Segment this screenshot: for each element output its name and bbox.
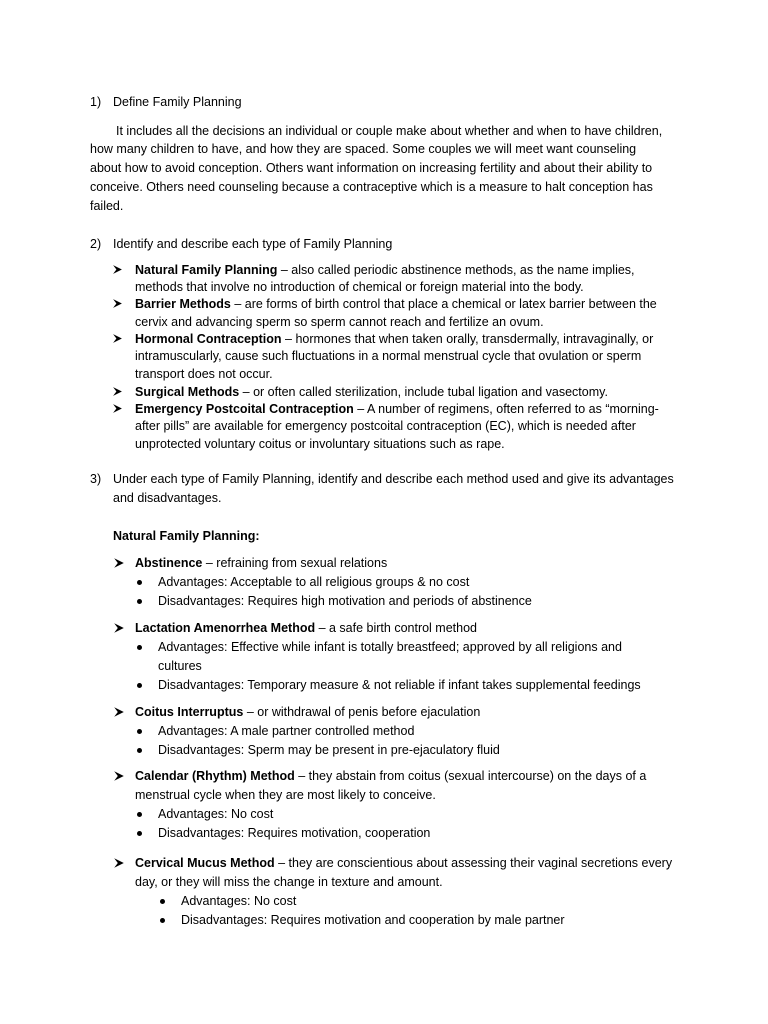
q1-body-line: conceive. Others need counseling because a contraceptive which is a measure to halt conception has	[90, 180, 653, 194]
arrow-bullet-icon	[113, 770, 125, 782]
arrow-bullet-icon	[112, 298, 123, 309]
q1-body-line: how many children to have, and how they are spaced. Some couples we will meet want counseling	[90, 142, 637, 156]
method-term: Abstinence	[135, 556, 203, 570]
bullet-dot-icon	[137, 812, 142, 817]
advantage-text: Advantages: No cost	[181, 894, 297, 908]
q3-number: 3)	[90, 472, 102, 486]
q1-number: 1)	[90, 95, 102, 109]
type-desc-cont: after pills” are available for emergency postcoital contraception (EC), which is needed after	[135, 419, 636, 433]
bullet-dot-icon	[137, 580, 142, 585]
disadvantage-text: Disadvantages: Requires high motivation and periods of abstinence	[158, 594, 532, 608]
arrow-bullet-icon	[112, 333, 123, 344]
q1-body-line: about how to avoid conception. Others want information on increasing fertility and about their ability to	[90, 161, 653, 175]
q2-title: Identify and describe each type of Family Planning	[113, 237, 393, 251]
bullet-dot-icon	[137, 683, 142, 688]
disadvantage-text: Disadvantages: Temporary measure & not reliable if infant takes supplemental feedings	[158, 678, 641, 692]
method-desc-cont: menstrual cycle when they are most likely to conceive.	[135, 788, 436, 802]
type-term: Barrier Methods	[135, 297, 231, 311]
method-item	[135, 706, 480, 719]
disadvantage-text: Disadvantages: Requires motivation, cooperation	[158, 826, 431, 840]
q1-body-line: It includes all the decisions an individual or couple make about whether and when to have children,	[116, 124, 663, 138]
type-item	[135, 333, 653, 346]
arrow-bullet-icon	[113, 622, 125, 634]
type-desc-cont: unprotected voluntary coitus or involuntary situations such as rape.	[135, 437, 505, 451]
type-desc: – hormones that when taken orally, transdermally, intravaginally, or	[281, 332, 654, 346]
arrow-bullet-icon	[113, 857, 125, 869]
advantage-text: Advantages: No cost	[158, 807, 274, 821]
arrow-bullet-icon	[113, 557, 125, 569]
method-item	[135, 857, 672, 870]
bullet-dot-icon	[137, 748, 142, 753]
type-desc: – are forms of birth control that place a chemical or latex barrier between the	[230, 297, 657, 311]
bullet-dot-icon	[137, 645, 142, 650]
advantage-text: Advantages: A male partner controlled method	[158, 724, 415, 738]
type-desc: – A number of regimens, often referred to as “morning-	[353, 402, 659, 416]
bullet-dot-icon	[137, 831, 142, 836]
method-term: Cervical Mucus Method	[135, 856, 275, 870]
arrow-bullet-icon	[112, 264, 123, 275]
method-desc: – refraining from sexual relations	[202, 556, 388, 570]
advantage-text-cont: cultures	[158, 659, 202, 673]
method-term: Coitus Interruptus	[135, 705, 244, 719]
q3-title: Under each type of Family Planning, identify and describe each method used and give its advantages	[113, 472, 674, 486]
type-desc-cont: methods that involve no introduction of chemical or foreign material into the body.	[135, 280, 584, 294]
q3-title: and disadvantages.	[113, 491, 222, 505]
method-item	[135, 770, 646, 783]
method-desc: – they abstain from coitus (sexual intercourse) on the days of a	[294, 769, 647, 783]
type-desc-cont: transport does not occur.	[135, 367, 273, 381]
bullet-dot-icon	[160, 899, 165, 904]
method-desc-cont: day, or they will miss the change in texture and amount.	[135, 875, 443, 889]
type-term: Hormonal Contraception	[135, 332, 282, 346]
disadvantage-text: Disadvantages: Sperm may be present in pre-ejaculatory fluid	[158, 743, 500, 757]
type-term: Surgical Methods	[135, 385, 240, 399]
q1-title: Define Family Planning	[113, 95, 242, 109]
advantage-text: Advantages: Acceptable to all religious groups & no cost	[158, 575, 470, 589]
advantage-text: Advantages: Effective while infant is totally breastfeed; approved by all religions and	[158, 640, 622, 654]
method-item	[135, 557, 387, 570]
method-desc: – or withdrawal of penis before ejaculation	[243, 705, 481, 719]
section-heading: Natural Family Planning:	[113, 529, 260, 543]
q2-number: 2)	[90, 237, 102, 251]
disadvantage-text: Disadvantages: Requires motivation and cooperation by male partner	[181, 913, 565, 927]
type-item	[135, 298, 657, 311]
type-item	[135, 386, 608, 399]
type-desc-cont: intramuscularly, cause such fluctuations in a normal menstrual cycle that ovulation or sperm	[135, 349, 642, 363]
type-desc: – also called periodic abstinence methods, as the name implies,	[277, 263, 635, 277]
q1-body-line: failed.	[90, 199, 124, 213]
bullet-dot-icon	[137, 599, 142, 604]
method-desc: – they are conscientious about assessing their vaginal secretions every	[274, 856, 673, 870]
bullet-dot-icon	[137, 729, 142, 734]
type-item	[135, 403, 659, 416]
method-desc: – a safe birth control method	[315, 621, 478, 635]
type-term: Emergency Postcoital Contraception	[135, 402, 354, 416]
method-item	[135, 622, 477, 635]
type-item	[135, 264, 635, 277]
arrow-bullet-icon	[112, 386, 123, 397]
arrow-bullet-icon	[113, 706, 125, 718]
method-term: Lactation Amenorrhea Method	[135, 621, 316, 635]
type-desc-cont: cervix and advancing sperm so sperm cannot reach and fertilize an ovum.	[135, 315, 544, 329]
type-desc: – or often called sterilization, include tubal ligation and vasectomy.	[239, 385, 608, 399]
type-term: Natural Family Planning	[135, 263, 278, 277]
method-term: Calendar (Rhythm) Method	[135, 769, 295, 783]
arrow-bullet-icon	[112, 403, 123, 414]
bullet-dot-icon	[160, 918, 165, 923]
